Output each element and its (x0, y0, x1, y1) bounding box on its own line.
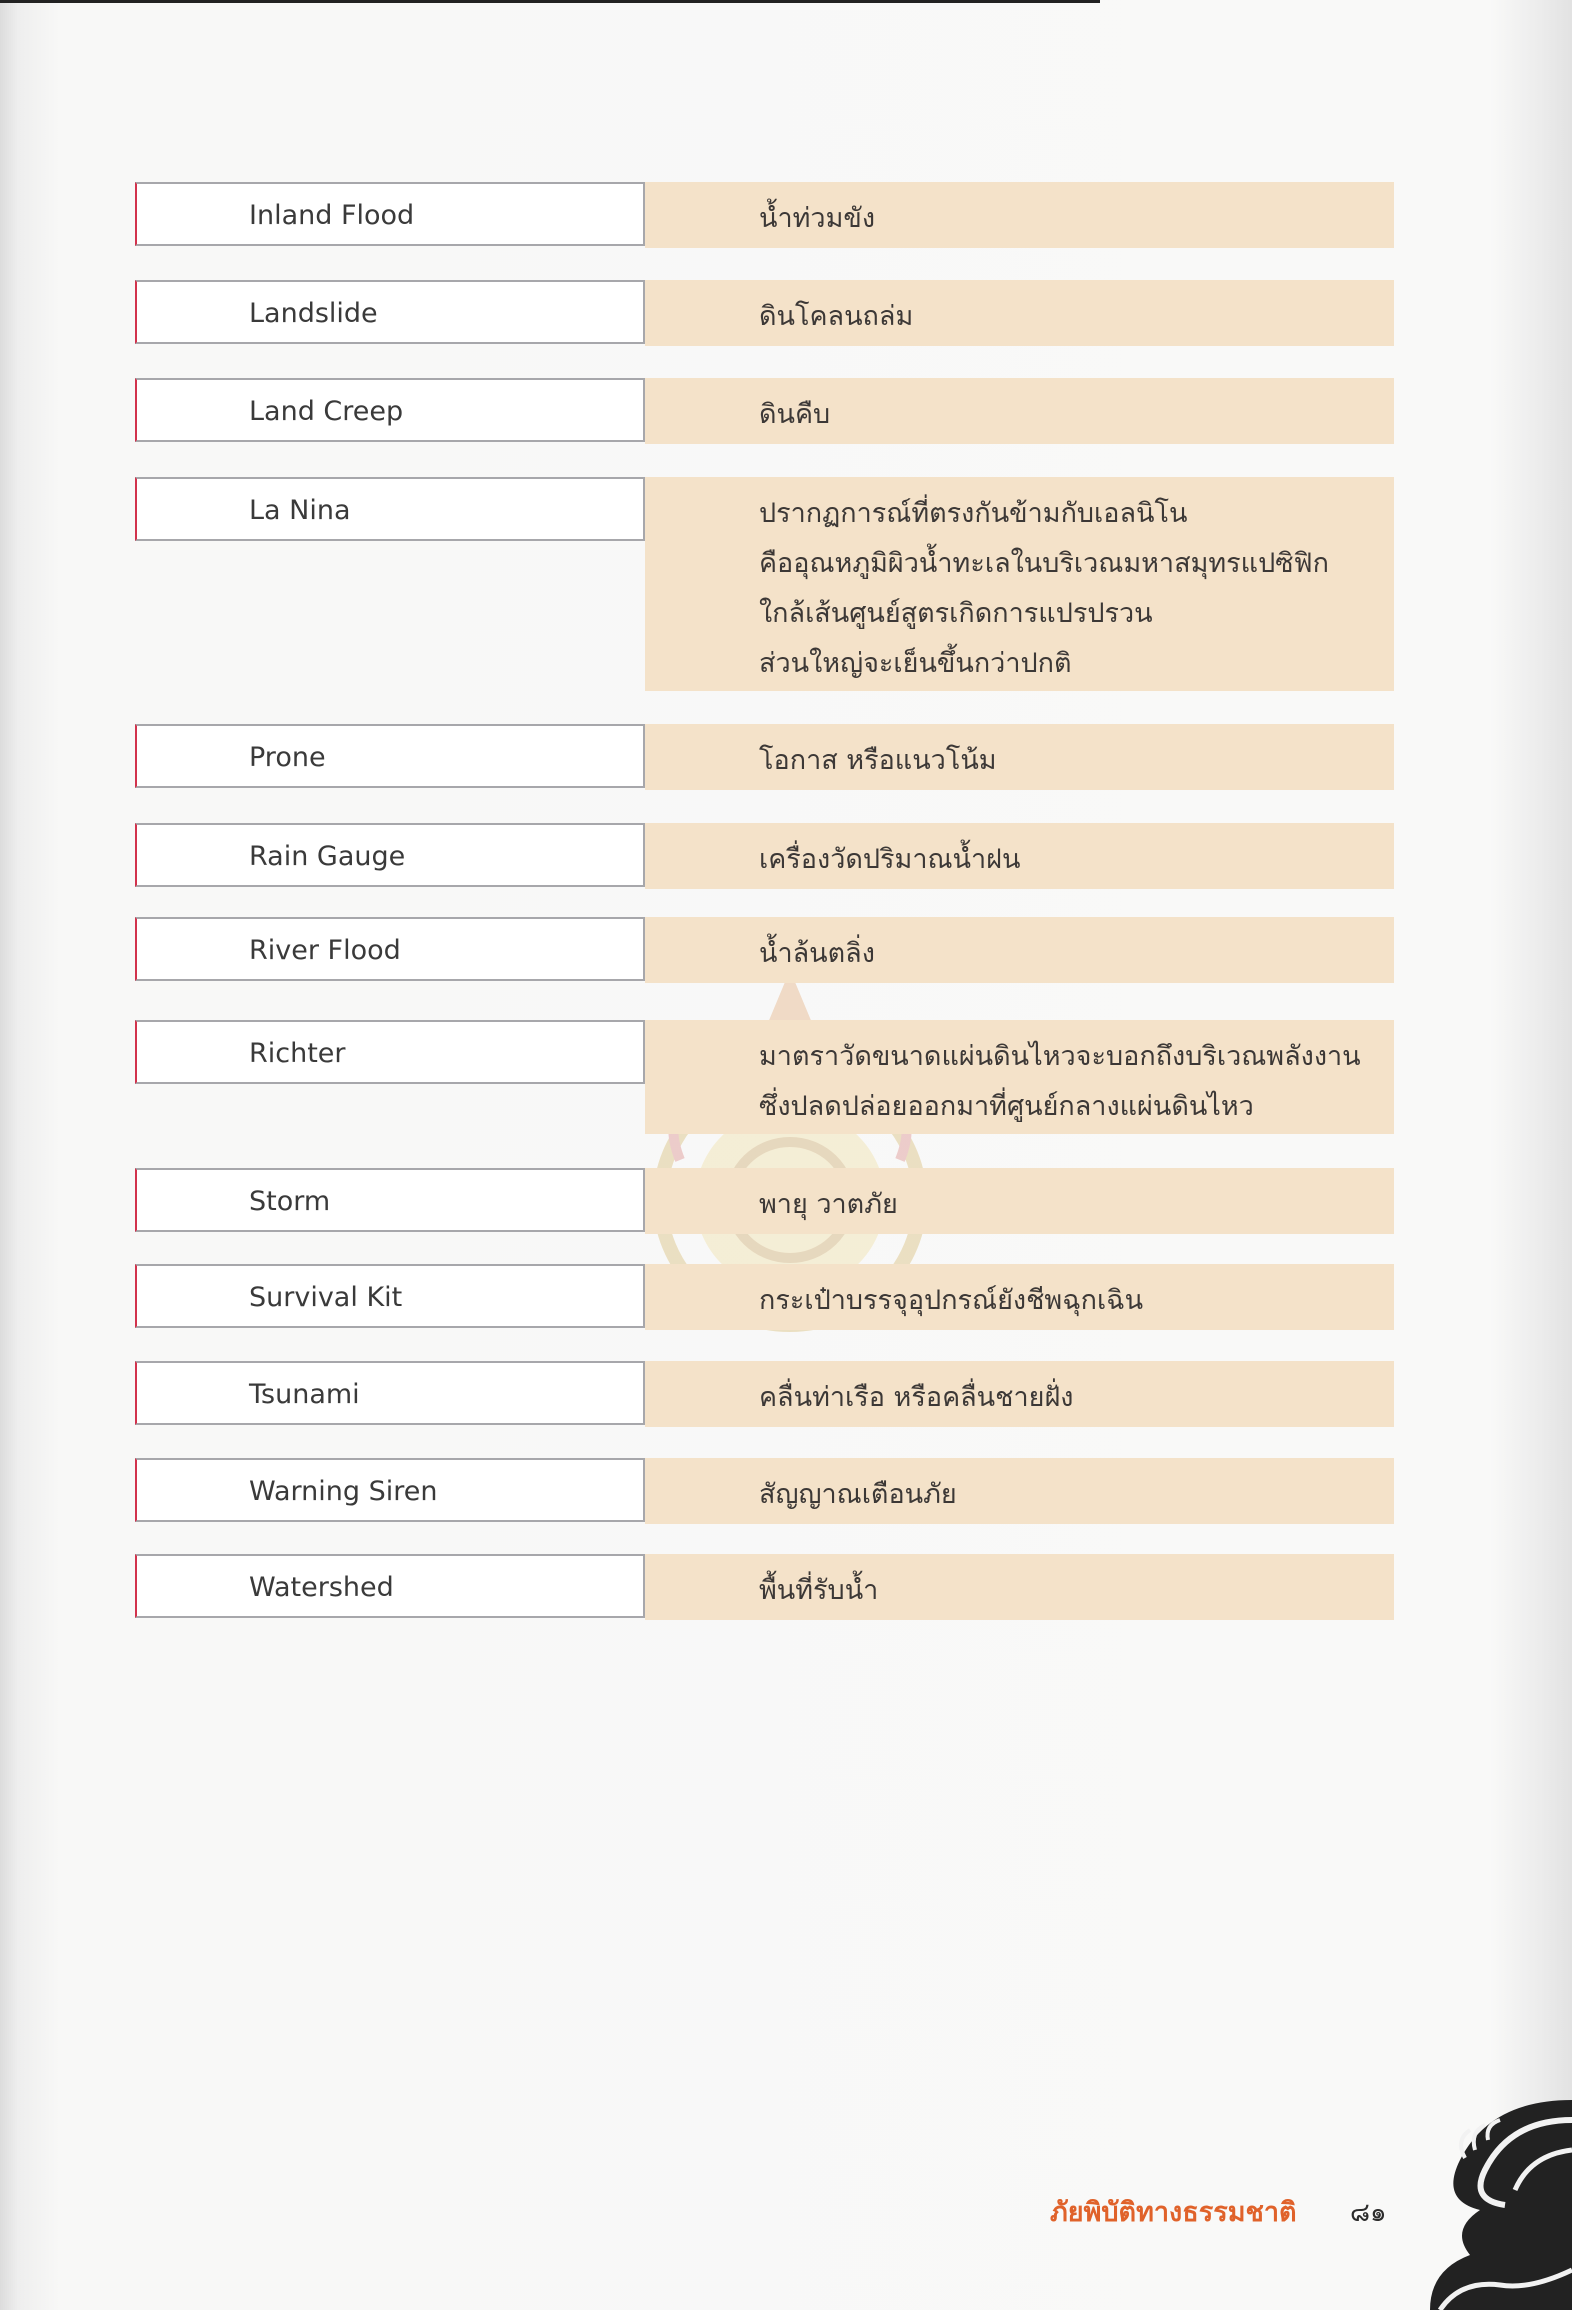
definition-text: พายุ วาตภัย (759, 1189, 898, 1220)
definition-box (645, 1458, 1394, 1524)
definition-box (645, 1554, 1394, 1620)
term-box (135, 1264, 645, 1328)
term-label: Warning Siren (249, 1476, 438, 1507)
term-box (135, 1361, 645, 1425)
definition-text: ดินโคลนถล่ม (759, 301, 914, 332)
definition-text: มาตราวัดขนาดแผ่นดินไหวจะบอกถึงบริเวณพลังงาน ซึ่งปลดปล่อยออกมาที่ศูนย์กลางแผ่นดินไหว (759, 1041, 1361, 1122)
definition-box (645, 280, 1394, 346)
term-label: Landslide (249, 298, 378, 329)
term-box (135, 823, 645, 887)
footer-title: ภัยพิบัติทางธรรมชาติ (1050, 2197, 1297, 2228)
term-box (135, 378, 645, 442)
definition-text: เครื่องวัดปริมาณน้ำฝน (759, 844, 1021, 875)
term-box (135, 1020, 645, 1084)
definition-box (645, 1264, 1394, 1330)
term-label: Inland Flood (249, 200, 415, 231)
definition-box (645, 1020, 1394, 1134)
definition-box (645, 378, 1394, 444)
term-label: Land Creep (249, 396, 404, 427)
definition-box (645, 1168, 1394, 1234)
page-number: ๘๑ (1350, 2198, 1387, 2228)
definition-text: น้ำท่วมขัง (759, 203, 876, 234)
term-box (135, 477, 645, 541)
definition-box (645, 1361, 1394, 1427)
term-box (135, 182, 645, 246)
definition-text: พื้นที่รับน้ำ (759, 1575, 879, 1606)
definition-text: ปรากฏการณ์ที่ตรงกันข้ามกับเอลนิโน คืออุณหภูมิผิวน้ำทะเลในบริเวณมหาสมุทรแปซิฟิก ใกล้เส้นศูนย์สูตรเกิดการแปรปรวน ส่วนใหญ่จะเย็นขึ้นกว่าปกติ (759, 498, 1329, 679)
term-box (135, 917, 645, 981)
term-label: Rain Gauge (249, 841, 406, 872)
definition-text: กระเป๋าบรรจุอุปกรณ์ยังชีพฉุกเฉิน (759, 1285, 1144, 1316)
term-label: Storm (249, 1186, 331, 1217)
definition-text: สัญญาณเตือนภัย (759, 1479, 957, 1510)
term-label: Watershed (249, 1572, 394, 1603)
term-label: River Flood (249, 935, 401, 966)
definition-box (645, 724, 1394, 790)
definition-box (645, 477, 1394, 691)
definition-text: โอกาส หรือแนวโน้ม (759, 745, 997, 776)
definition-text: คลื่นท่าเรือ หรือคลื่นชายฝั่ง (759, 1382, 1074, 1413)
definition-text: น้ำล้นตลิ่ง (759, 938, 875, 969)
term-box (135, 1458, 645, 1522)
term-box (135, 280, 645, 344)
term-box (135, 1554, 645, 1618)
term-box (135, 724, 645, 788)
definition-box (645, 823, 1394, 889)
term-label: Richter (249, 1038, 346, 1069)
definition-box (645, 182, 1394, 248)
term-label: Survival Kit (249, 1282, 403, 1313)
definition-box (645, 917, 1394, 983)
term-label: La Nina (249, 495, 351, 526)
term-label: Prone (249, 742, 326, 773)
scan-edge-line (0, 0, 1100, 3)
term-label: Tsunami (249, 1379, 360, 1410)
wave-illustration-icon (1370, 2080, 1572, 2310)
term-box (135, 1168, 645, 1232)
definition-text: ดินคืบ (759, 399, 831, 430)
